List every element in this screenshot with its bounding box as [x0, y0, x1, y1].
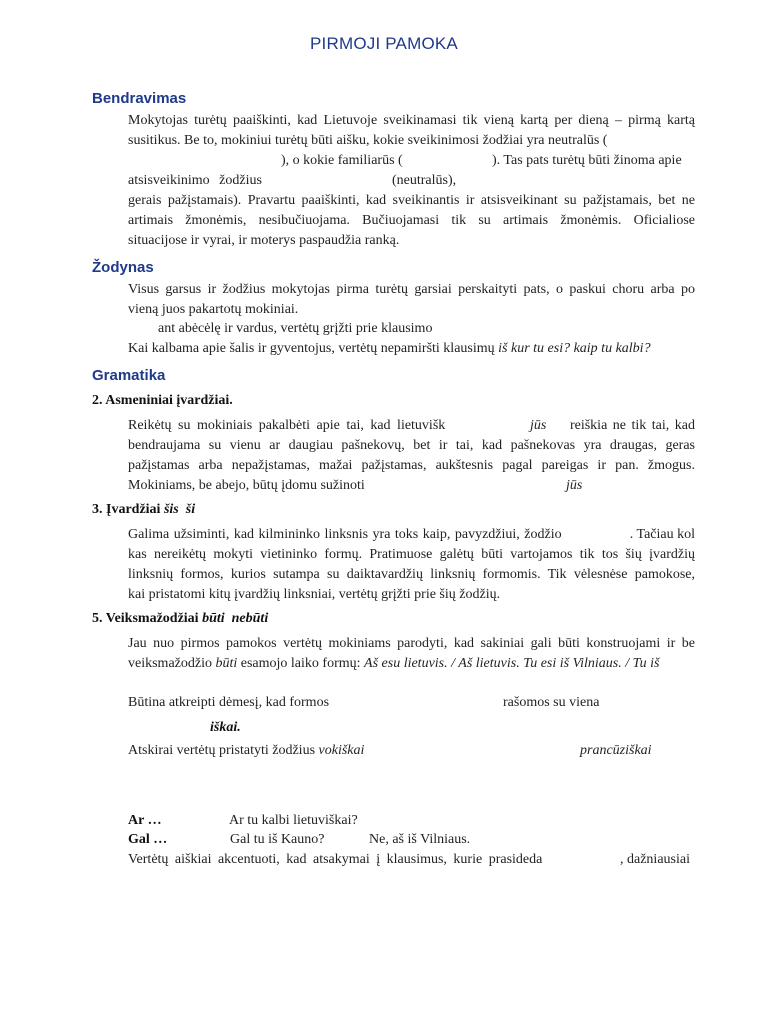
text-line: ant abėcėlę ir vardus, vertėtų grįžti prie klausimo: [158, 321, 433, 336]
text-fragment: esamojo laiko formų:: [240, 656, 361, 671]
example-sentences: Aš esu lietuvis. / Aš lietuvis. Tu esi iš Vilniaus. / Tu iš: [364, 656, 660, 671]
text-fragment: 5. Veiksmažodžiai: [92, 611, 199, 626]
text-fragment: Vertėtų aiškiai akcentuoti, kad atsakymai į klausimus, kurie prasideda: [128, 852, 543, 867]
text-line: susitikus. Be to, mokiniui turėtų būti aišku, kokie sveikinimosi žodžiai yra neutralūs (: [128, 133, 608, 148]
text-fragment: Kai kalbama apie šalis ir gyventojus, vertėtų nepamiršti klausimų: [128, 341, 495, 356]
question-example: iš kur tu esi? kaip tu kalbi?: [498, 341, 651, 356]
word-example: vokiškai: [318, 743, 365, 758]
text-line: vieną juos pakartotų mokiniai.: [128, 302, 299, 317]
text-fragment: . Tačiau kol: [629, 527, 695, 542]
heading-zodynas: Žodynas: [92, 259, 154, 276]
text-line: Mokytojas turėtų paaiškinti, kad Lietuvoje sveikinamasi tik vieną kartą per dieną – pirmą kartą: [128, 113, 695, 128]
heading-gramatika: Gramatika: [92, 367, 166, 384]
text-line: [128, 341, 651, 357]
text-fragment: ), o kokie familiarūs (: [281, 153, 403, 168]
text-fragment: būti nebūti: [202, 611, 269, 626]
text-fragment: Galima užsiminti, kad kilmininko linksnis yra toks kaip, pavyzdžiui, žodžio: [128, 527, 562, 542]
text-fragment: Reikėtų su mokiniais pakalbėti apie tai, kad lietuvišk: [128, 418, 446, 433]
text-line: bendraujama su vienu ar daugiau pašnekovų, bet ir tai, kad pašnekovas yra draugas, geras: [128, 438, 695, 453]
question-label: Gal …: [128, 832, 168, 847]
paragraph-zodynas: [128, 280, 695, 320]
question-example: Gal tu iš Kauno?: [230, 832, 325, 847]
text-fragment: rašomos su viena: [503, 695, 600, 710]
text-fragment: Mokiniams, be abejo, būtų įdomu sužinoti: [128, 478, 365, 493]
text-line: [128, 416, 695, 436]
text-fragment: jūs: [566, 478, 583, 493]
paragraph-bendravimas: [128, 111, 695, 251]
text-line: [128, 525, 695, 545]
text-line: Visus garsus ir žodžius mokytojas pirma turėtų garsiai perskaityti pats, o paskui choru arba po: [128, 282, 695, 297]
text-fragment: Atskirai vertėtų pristatyti žodžius: [128, 743, 316, 758]
text-fragment: šis ši: [163, 502, 196, 517]
text-fragment: (neutralūs),: [392, 173, 457, 188]
text-line: situacijose ir vyrai, ir moterys paspaudžia ranką.: [128, 233, 400, 248]
answer-example: Ne, aš iš Vilniaus.: [369, 832, 471, 847]
text-line: gerais pažįstamais). Pravartu paaiškinti, kad sveikinantis ir atsisveikinant su pažįstamais, bet ne: [128, 193, 695, 208]
paragraph-asmeniniai-ivardziai: [128, 416, 695, 496]
heading-bendravimas: Bendravimas: [92, 90, 187, 107]
text-fragment: jūs: [530, 418, 547, 433]
paragraph-ivardziai-sis-si: [128, 525, 695, 605]
text-line: kai pristatomi kitų įvardžių linksniai, vertėtų grįžti prie šių žodžių.: [128, 587, 501, 602]
text-line: [128, 171, 695, 191]
text-line: pažįstamas arba nepažįstamas, mažai pažįstamas, aukštesnis pagal pareigas ir pan. žmogus.: [128, 458, 695, 473]
text-fragment: 3. Įvardžiai: [92, 502, 161, 517]
text-fragment: būti: [215, 656, 238, 671]
text-line: Jau nuo pirmos pamokos vertėtų mokiniams parodyti, kad sakiniai gali būti konstruojami ir be: [128, 636, 695, 651]
subheading-veiksmazodziai: [92, 611, 268, 627]
text-line: linksnių formos, kurios sutampa su daiktavardžių linksnių formomis. Tik vėlesnėse pamokose,: [128, 567, 695, 582]
paragraph-veiksmazodziai: [128, 634, 695, 674]
text-fragment: atsisveikinimo žodžius: [128, 173, 262, 188]
text-fragment: Būtina atkreipti dėmesį, kad formos: [128, 695, 330, 710]
page-title: PIRMOJI PAMOKA: [310, 34, 458, 53]
text-line: artimais žmonėmis, nesibučiuojama. Bučiuojamasi tik su artimais žmonėmis. Oficialiose: [128, 213, 695, 228]
subheading-ivardziai-sis-si: [92, 502, 195, 518]
text-fragment: veiksmažodžio: [128, 656, 212, 671]
text-line: kas nereikėtų mokyti vietininko formų. Pratimuose galėtų būti vartojamos tik tos šių įvardžių: [128, 547, 695, 562]
subheading-asmeniniai-ivardziai: 2. Asmeniniai įvardžiai.: [92, 393, 233, 408]
question-label: Ar …: [128, 813, 162, 828]
text-fragment: iškai.: [210, 720, 241, 735]
text-fragment: , dažniausiai: [620, 852, 690, 867]
text-fragment: reiškia ne tik tai, kad: [569, 418, 695, 433]
text-fragment: ). Tas pats turėtų būti žinoma apie: [492, 153, 682, 168]
question-example: Ar tu kalbi lietuviškai?: [229, 813, 358, 828]
text-line: [128, 654, 695, 674]
text-line: [128, 476, 695, 496]
word-example: prancūziškai: [580, 743, 652, 758]
text-line: [128, 151, 695, 171]
text-line: [128, 743, 364, 759]
